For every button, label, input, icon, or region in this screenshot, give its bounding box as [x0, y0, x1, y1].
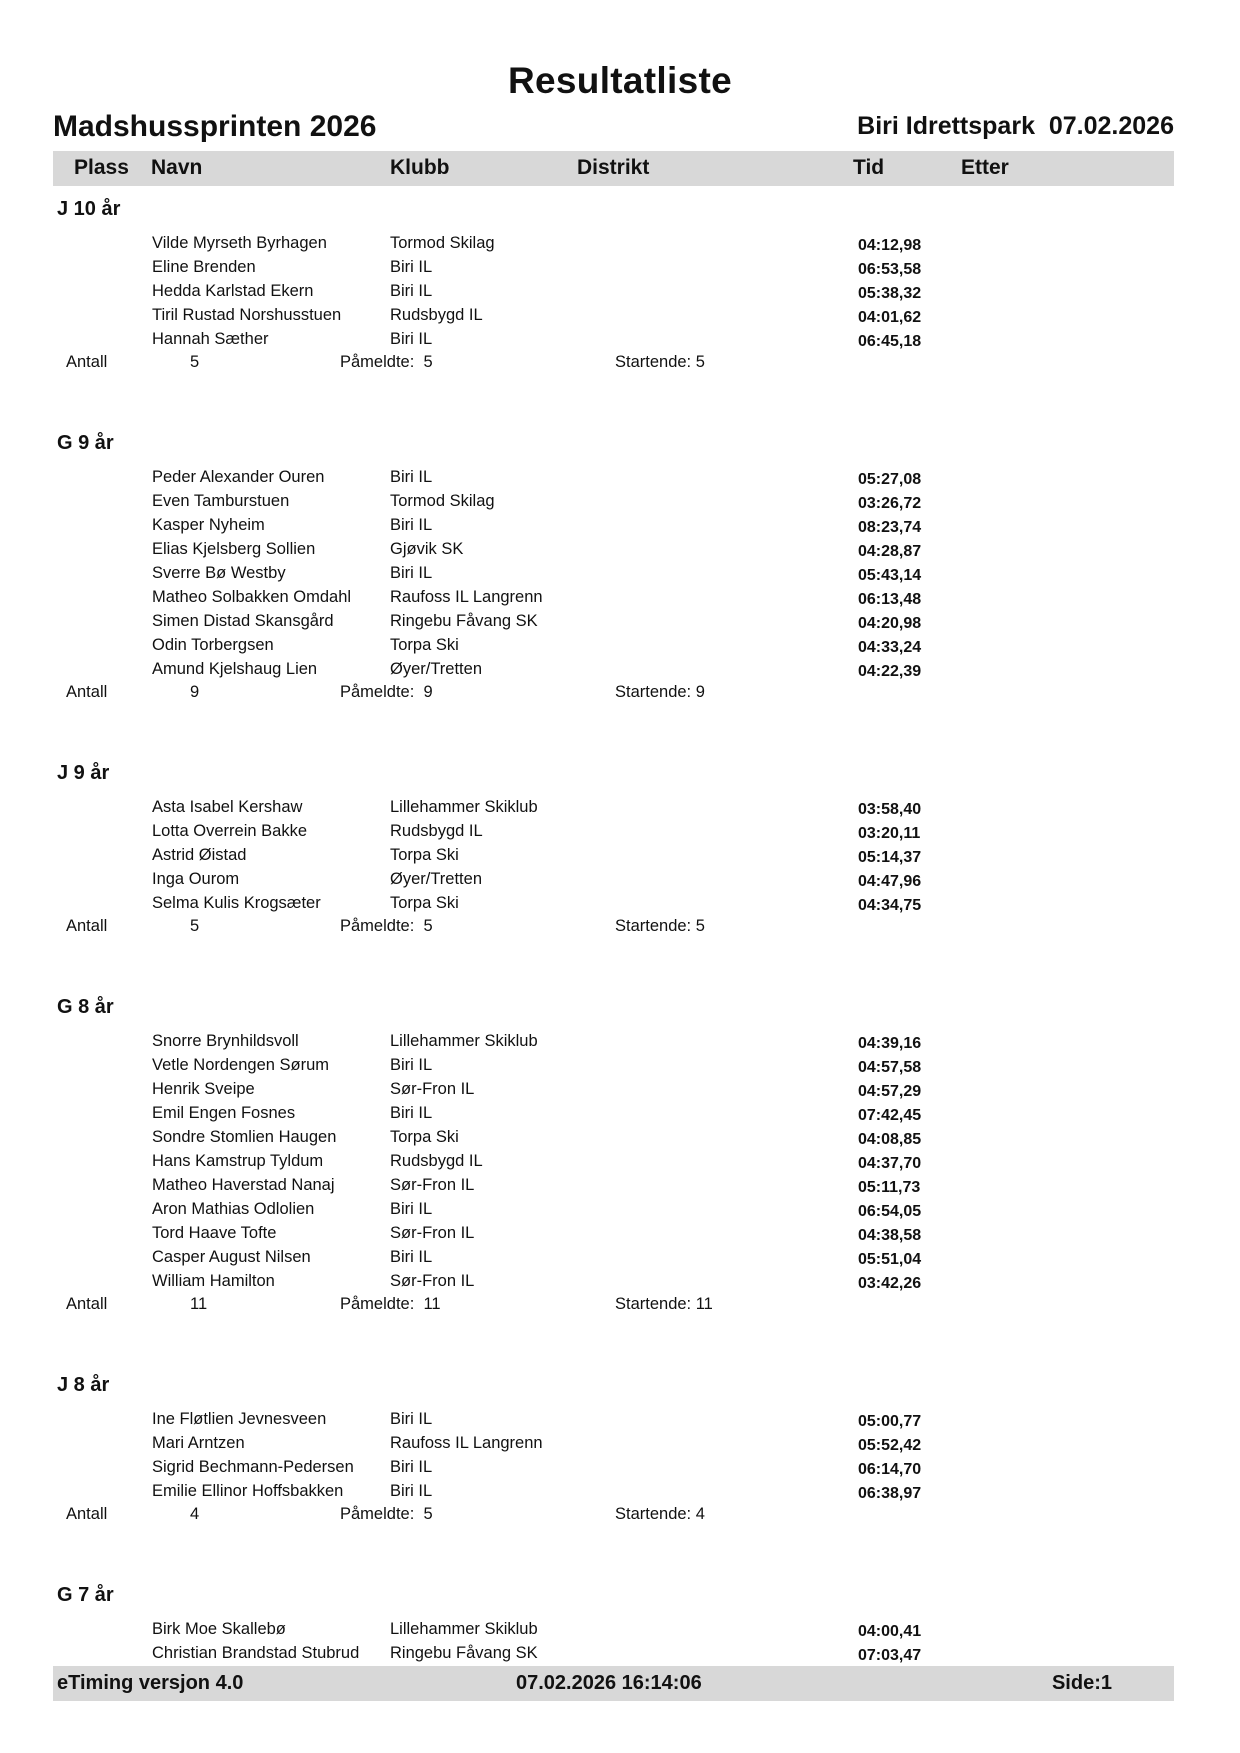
summary-registered: Påmeldte: 11 — [340, 1295, 441, 1313]
result-row — [0, 796, 1240, 820]
finish-time: 06:45,18 — [858, 333, 922, 350]
result-row — [0, 610, 1240, 634]
print-timestamp: 07.02.2026 16:14:06 — [516, 1672, 702, 1694]
summary-count: 5 — [190, 917, 200, 935]
class-title: J 8 år — [57, 1374, 110, 1396]
club-name: Biri IL — [390, 258, 433, 276]
finish-time: 07:42,45 — [858, 1107, 922, 1124]
finish-time: 03:42,26 — [858, 1275, 922, 1292]
summary-starters: Startende: 11 — [615, 1295, 713, 1313]
result-row — [0, 1456, 1240, 1480]
finish-time: 04:08,85 — [858, 1131, 922, 1148]
summary-label: Antall — [66, 1295, 108, 1313]
athlete-name: Vilde Myrseth Byrhagen — [152, 234, 327, 252]
athlete-name: Casper August Nilsen — [152, 1248, 311, 1266]
class-title: G 7 år — [57, 1584, 114, 1606]
club-name: Øyer/Tretten — [390, 870, 482, 888]
athlete-name: Peder Alexander Ouren — [152, 468, 325, 486]
result-row — [0, 490, 1240, 514]
finish-time: 05:27,08 — [858, 471, 922, 488]
club-name: Rudsbygd IL — [390, 306, 483, 324]
finish-time: 05:38,32 — [858, 285, 922, 302]
result-row — [0, 304, 1240, 328]
club-name: Øyer/Tretten — [390, 660, 482, 678]
result-row — [0, 586, 1240, 610]
club-name: Gjøvik SK — [390, 540, 464, 558]
class-spacer — [0, 706, 1240, 758]
column-plass: Plass — [74, 156, 129, 179]
club-name: Biri IL — [390, 330, 433, 348]
footer-bar — [53, 1666, 1174, 1701]
finish-time: 04:37,70 — [858, 1155, 922, 1172]
athlete-name: Mari Arntzen — [152, 1434, 245, 1452]
athlete-name: Snorre Brynhildsvoll — [152, 1032, 299, 1050]
finish-time: 06:53,58 — [858, 261, 922, 278]
result-row — [0, 1270, 1240, 1294]
result-row — [0, 844, 1240, 868]
summary-registered: Påmeldte: 5 — [340, 1505, 433, 1523]
athlete-name: Hannah Sæther — [152, 330, 269, 348]
club-name: Torpa Ski — [390, 894, 459, 912]
finish-time: 04:00,41 — [858, 1623, 922, 1640]
result-row — [0, 892, 1240, 916]
athlete-name: Asta Isabel Kershaw — [152, 798, 303, 816]
finish-time: 04:57,58 — [858, 1059, 922, 1076]
club-name: Biri IL — [390, 1200, 433, 1218]
athlete-name: Emil Engen Fosnes — [152, 1104, 296, 1122]
club-name: Biri IL — [390, 282, 433, 300]
summary-label: Antall — [66, 683, 108, 701]
result-row — [0, 1246, 1240, 1270]
event-name: Madshussprinten 2026 — [53, 110, 377, 143]
finish-time: 08:23,74 — [858, 519, 922, 536]
athlete-name: Inga Ourom — [152, 870, 240, 888]
summary-label: Antall — [66, 917, 108, 935]
athlete-name: Sigrid Bechmann-Pedersen — [152, 1458, 354, 1476]
athlete-name: Ine Fløtlien Jevnesveen — [152, 1410, 327, 1428]
class-title: G 8 år — [57, 996, 114, 1018]
athlete-name: Amund Kjelshaug Lien — [152, 660, 318, 678]
result-row — [0, 256, 1240, 280]
finish-time: 04:28,87 — [858, 543, 922, 560]
result-row — [0, 538, 1240, 562]
result-row — [0, 1150, 1240, 1174]
athlete-name: Henrik Sveipe — [152, 1080, 255, 1098]
result-row — [0, 1618, 1240, 1642]
finish-time: 04:22,39 — [858, 663, 922, 680]
finish-time: 06:13,48 — [858, 591, 922, 608]
class-spacer — [0, 376, 1240, 428]
summary-registered: Påmeldte: 5 — [340, 353, 433, 371]
finish-time: 07:03,47 — [858, 1647, 922, 1664]
result-row — [0, 658, 1240, 682]
athlete-name: Simen Distad Skansgård — [152, 612, 334, 630]
venue-date: Biri Idrettspark 07.02.2026 — [857, 112, 1174, 140]
athlete-name: Birk Moe Skallebø — [152, 1620, 286, 1638]
class-block — [0, 194, 1240, 376]
athlete-name: Christian Brandstad Stubrud — [152, 1644, 360, 1662]
result-row — [0, 562, 1240, 586]
athlete-name: Matheo Haverstad Nanaj — [152, 1176, 335, 1194]
column-etter: Etter — [961, 156, 1009, 179]
class-block — [0, 1580, 1240, 1666]
result-row — [0, 1408, 1240, 1432]
club-name: Torpa Ski — [390, 1128, 459, 1146]
summary-label: Antall — [66, 1505, 108, 1523]
club-name: Biri IL — [390, 1458, 433, 1476]
finish-time: 06:54,05 — [858, 1203, 922, 1220]
club-name: Lillehammer Skiklub — [390, 1620, 538, 1638]
result-row — [0, 232, 1240, 256]
club-name: Rudsbygd IL — [390, 1152, 483, 1170]
result-row — [0, 1174, 1240, 1198]
athlete-name: Hedda Karlstad Ekern — [152, 282, 314, 300]
finish-time: 03:20,11 — [858, 825, 921, 842]
result-row — [0, 328, 1240, 352]
club-name: Raufoss IL Langrenn — [390, 588, 543, 606]
finish-time: 05:52,42 — [858, 1437, 922, 1454]
class-spacer — [0, 1318, 1240, 1370]
athlete-name: Tord Haave Tofte — [152, 1224, 277, 1242]
club-name: Biri IL — [390, 564, 433, 582]
club-name: Lillehammer Skiklub — [390, 798, 538, 816]
athlete-name: Odin Torbergsen — [152, 636, 274, 654]
result-row — [0, 1642, 1240, 1666]
summary-starters: Startende: 5 — [615, 917, 705, 935]
class-block — [0, 992, 1240, 1318]
finish-time: 04:33,24 — [858, 639, 922, 656]
class-title: G 9 år — [57, 432, 114, 454]
summary-count: 11 — [190, 1295, 208, 1313]
athlete-name: Astrid Øistad — [152, 846, 247, 864]
result-row — [0, 466, 1240, 490]
club-name: Biri IL — [390, 1248, 433, 1266]
club-name: Biri IL — [390, 516, 433, 534]
finish-time: 05:51,04 — [858, 1251, 922, 1268]
result-row — [0, 1030, 1240, 1054]
finish-time: 04:01,62 — [858, 309, 922, 326]
result-row — [0, 1222, 1240, 1246]
class-block — [0, 1370, 1240, 1528]
finish-time: 05:14,37 — [858, 849, 922, 866]
club-name: Sør-Fron IL — [390, 1080, 475, 1098]
athlete-name: Elias Kjelsberg Sollien — [152, 540, 316, 558]
class-summary — [0, 1294, 1240, 1318]
page-title: Resultatliste — [508, 60, 732, 101]
summary-count: 9 — [190, 683, 200, 701]
column-tid: Tid — [853, 156, 885, 179]
club-name: Tormod Skilag — [390, 492, 495, 510]
class-title: J 9 år — [57, 762, 110, 784]
summary-starters: Startende: 9 — [615, 683, 705, 701]
result-row — [0, 280, 1240, 304]
athlete-name: Hans Kamstrup Tyldum — [152, 1152, 324, 1170]
result-row — [0, 514, 1240, 538]
athlete-name: Selma Kulis Krogsæter — [152, 894, 321, 912]
club-name: Tormod Skilag — [390, 234, 495, 252]
class-block — [0, 428, 1240, 706]
finish-time: 04:39,16 — [858, 1035, 922, 1052]
finish-time: 06:14,70 — [858, 1461, 922, 1478]
class-summary — [0, 916, 1240, 940]
page-number: Side:1 — [1051, 1672, 1112, 1694]
club-name: Biri IL — [390, 468, 433, 486]
summary-registered: Påmeldte: 5 — [340, 917, 433, 935]
finish-time: 05:00,77 — [858, 1413, 922, 1430]
summary-registered: Påmeldte: 9 — [340, 683, 433, 701]
finish-time: 05:43,14 — [858, 567, 922, 584]
club-name: Biri IL — [390, 1056, 433, 1074]
athlete-name: Kasper Nyheim — [152, 516, 265, 534]
software-version: eTiming versjon 4.0 — [57, 1672, 244, 1694]
result-row — [0, 1126, 1240, 1150]
class-block — [0, 758, 1240, 940]
class-summary — [0, 352, 1240, 376]
class-spacer — [0, 940, 1240, 992]
finish-time: 04:38,58 — [858, 1227, 922, 1244]
class-summary — [0, 682, 1240, 706]
club-name: Sør-Fron IL — [390, 1176, 475, 1194]
class-spacer — [0, 1528, 1240, 1580]
class-title: J 10 år — [57, 198, 121, 220]
club-name: Biri IL — [390, 1410, 433, 1428]
column-navn: Navn — [151, 156, 203, 179]
result-row — [0, 820, 1240, 844]
result-row — [0, 1078, 1240, 1102]
finish-time: 04:12,98 — [858, 237, 922, 254]
column-klubb: Klubb — [390, 156, 450, 179]
athlete-name: Tiril Rustad Norshusstuen — [152, 306, 342, 324]
athlete-name: Sverre Bø Westby — [152, 564, 286, 582]
summary-count: 4 — [190, 1505, 200, 1523]
finish-time: 04:57,29 — [858, 1083, 922, 1100]
athlete-name: Matheo Solbakken Omdahl — [152, 588, 352, 606]
club-name: Ringebu Fåvang SK — [390, 1644, 538, 1662]
club-name: Torpa Ski — [390, 846, 459, 864]
column-distrikt: Distrikt — [577, 156, 650, 179]
finish-time: 04:20,98 — [858, 615, 922, 632]
summary-label: Antall — [66, 353, 108, 371]
club-name: Raufoss IL Langrenn — [390, 1434, 543, 1452]
athlete-name: Aron Mathias Odlolien — [152, 1200, 315, 1218]
result-row — [0, 1054, 1240, 1078]
summary-starters: Startende: 5 — [615, 353, 705, 371]
results-list — [0, 194, 1240, 1666]
summary-count: 5 — [190, 353, 200, 371]
athlete-name: Eline Brenden — [152, 258, 256, 276]
finish-time: 03:26,72 — [858, 495, 922, 512]
finish-time: 03:58,40 — [858, 801, 922, 818]
club-name: Lillehammer Skiklub — [390, 1032, 538, 1050]
club-name: Torpa Ski — [390, 636, 459, 654]
class-summary — [0, 1504, 1240, 1528]
club-name: Rudsbygd IL — [390, 822, 483, 840]
club-name: Ringebu Fåvang SK — [390, 612, 538, 630]
club-name: Sør-Fron IL — [390, 1272, 475, 1290]
result-row — [0, 634, 1240, 658]
result-row — [0, 1480, 1240, 1504]
athlete-name: Emilie Ellinor Hoffsbakken — [152, 1482, 344, 1500]
result-row — [0, 1198, 1240, 1222]
club-name: Biri IL — [390, 1104, 433, 1122]
athlete-name: Vetle Nordengen Sørum — [152, 1056, 330, 1074]
club-name: Biri IL — [390, 1482, 433, 1500]
summary-starters: Startende: 4 — [615, 1505, 705, 1523]
result-row — [0, 868, 1240, 892]
finish-time: 04:47,96 — [858, 873, 922, 890]
finish-time: 06:38,97 — [858, 1485, 922, 1502]
athlete-name: William Hamilton — [152, 1272, 275, 1290]
finish-time: 05:11,73 — [858, 1179, 921, 1196]
club-name: Sør-Fron IL — [390, 1224, 475, 1242]
finish-time: 04:34,75 — [858, 897, 922, 914]
column-header-bar — [53, 151, 1174, 186]
athlete-name: Even Tamburstuen — [152, 492, 290, 510]
athlete-name: Lotta Overrein Bakke — [152, 822, 307, 840]
result-row — [0, 1102, 1240, 1126]
result-row — [0, 1432, 1240, 1456]
athlete-name: Sondre Stomlien Haugen — [152, 1128, 337, 1146]
